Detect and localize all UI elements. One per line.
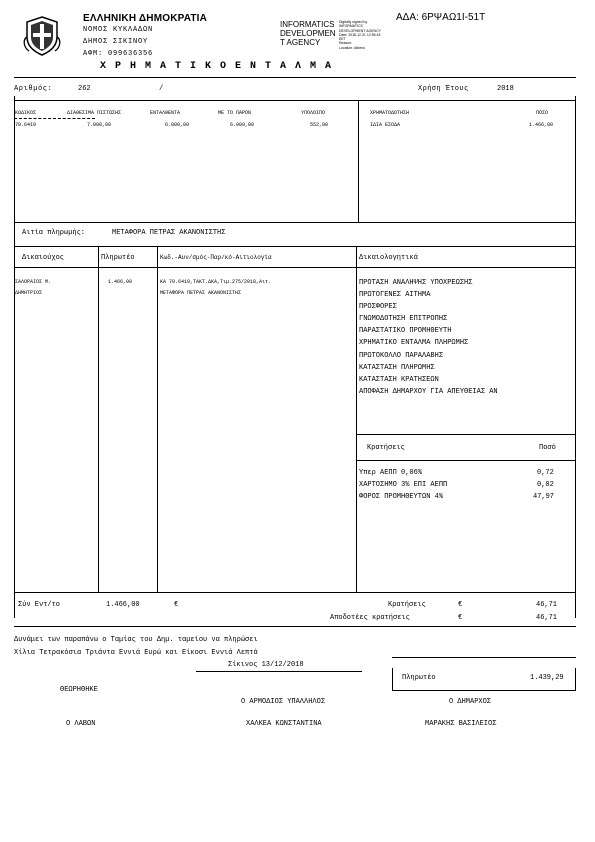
signature-detail: Reason: <box>339 41 353 46</box>
signature-detail: Digitally signed by <box>339 20 368 24</box>
number-value: 262 <box>78 85 91 93</box>
receiver-role: Ο ΛΑΒΩΝ <box>66 720 96 728</box>
official-name: ΧΑΛΚΕΑ ΚΩΝΣΤΑΝΤΙΝΑ <box>246 720 322 728</box>
deduction-name: ΧΑΡΤΟΣΗΜΟ 3% ΕΠΙ ΑΕΠΠ <box>359 481 448 489</box>
col-payable: Πληρωτέο <box>101 254 135 262</box>
document-item: ΚΑΤΑΣΤΑΣΗ ΚΡΑΤΗΣΕΩΝ <box>359 375 439 384</box>
signature-detail: Date: 2018.12.21 12:55:18 <box>339 32 381 37</box>
budget-header: ΚΩΔΙΚΟΣ <box>15 110 37 116</box>
budget-cell: 6.000,00 <box>230 122 255 128</box>
document-item: ΠΡΩΤΟΚΟΛΛΟ ΠΑΡΑΛΑΒΗΣ <box>359 351 444 360</box>
document-title: Χ Ρ Η Μ Α Τ Ι Κ Ο Ε Ν Τ Α Λ Μ Α <box>100 61 333 72</box>
signature-line: DEVELOPMEN <box>280 29 336 38</box>
fiscal-year-value: 2018 <box>497 85 514 93</box>
col-documents: Δικαιολογητικά <box>359 254 418 262</box>
funding-header: ΧΡΗΜΑΤΟΔΟΤΗΣΗ <box>370 110 410 116</box>
document-item: ΧΡΗΜΑΤΙΚΟ ΕΝΤΑΛΜΑ ΠΛΗΡΩΜΗΣ <box>359 339 469 348</box>
document-item: ΓΝΩΜΟΔΟΤΗΣΗ ΕΠΙΤΡΟΠΗΣ <box>359 315 448 324</box>
budget-header: ΥΠΟΛΟΙΠΟ <box>301 110 326 116</box>
signature-detail: INFORMATICS <box>339 24 363 29</box>
withheld-currency: € <box>458 614 463 622</box>
deductions-amount-header: Ποσό <box>539 444 556 452</box>
budget-cell: 552,00 <box>310 122 329 128</box>
deductions-total-currency: € <box>458 601 463 609</box>
deductions-header: Κρατήσεις <box>367 444 405 452</box>
code-line: ΚΑ 70.6419,ΤΑΚΤ.ΔΚΑ,Τιμ.275/2018,Αιτ. <box>160 279 272 285</box>
budget-header: ΜΕ ΤΟ ΠΑΡΟΝ <box>218 110 252 116</box>
budget-cell: 6.000,00 <box>165 122 190 128</box>
payable-cell: 1.466,00 <box>108 279 133 285</box>
document-item: ΠΑΡΑΣΤΑΤΙΚΟ ΠΡΟΜΗΘΕΥΤΗ <box>359 327 452 336</box>
sum-value: 1.466,00 <box>106 601 140 609</box>
withheld-label: Αποδοτέες κρατήσεις <box>330 614 410 622</box>
amount-header: ΠΟΣΟ <box>536 110 549 116</box>
mayor-role: Ο ΔΗΜΑΡΧΟΣ <box>449 698 492 706</box>
sum-label: Σύν Εντ/το <box>18 601 61 609</box>
budget-header: ΕΝΤΑΛΘΕΝΤΑ <box>150 110 181 116</box>
prefecture: ΝΟΜΟΣ ΚΥΚΛΑΔΩΝ <box>83 26 154 34</box>
signature-detail: DEVELOPMENT AGENCY <box>339 28 381 33</box>
code-line: ΜΕΤΑΦΟΡΑ ΠΕΤΡΑΣ ΑΚΑΝΟΝΙΣΤΗΣ <box>160 290 242 296</box>
budget-cell: 70.6419 <box>15 122 37 128</box>
signature-line: INFORMATICS <box>280 20 335 29</box>
sum-currency: € <box>174 601 179 609</box>
document-item: ΠΡΟΤΑΣΗ ΑΝΑΛΗΨΗΣ ΥΠΟΧΡΕΩΣΗΣ <box>359 279 473 287</box>
final-payable-value: 1.439,29 <box>530 674 564 682</box>
beneficiary-line: ΔΗΜΗΤΡΙΟΣ <box>15 290 43 296</box>
place-date: Σίκινος 13/12/2018 <box>228 661 304 669</box>
document-item: ΑΠΟΦΑΣΗ ΔΗΜΑΡΧΟΥ ΓΙΑ ΑΠΕΥΘΕΙΑΣ ΑΝ <box>359 387 498 396</box>
beneficiary-line: ΣΑΛΟΡΑΙΟΣ Μ. <box>15 279 52 285</box>
examined-label: ΘΕΩΡΗΘΗΚΕ <box>60 686 98 694</box>
amount-cell: 1.466,00 <box>529 122 554 128</box>
document-item: ΠΡΩΤΟΓΕΝΕΣ ΑΙΤΗΜΑ <box>359 291 431 300</box>
ada-code: ΑΔΑ: 6ΡΨΑΩ1Ι-51Τ <box>396 12 486 23</box>
deduction-name: ΦΟΡΟΣ ΠΡΟΜΗΘΕΥΤΩΝ 4% <box>359 493 444 501</box>
country-name: ΕΛΛΗΝΙΚΗ ΔΗΜΟΚΡΑΤΙΑ <box>83 13 208 24</box>
signature-detail: EET <box>339 37 346 42</box>
col-beneficiary: Δικαιούχος <box>22 254 65 262</box>
deductions-total-value: 46,71 <box>536 601 558 609</box>
funding-cell: ΙΔΙΑ ΕΣΟΔΑ <box>370 122 401 128</box>
payment-order-text: Δυνάμει των παραπάνω ο Ταμίας του Δημ. ταμείου να πληρώσει <box>14 636 258 644</box>
final-payable-label: Πληρωτέο <box>402 674 436 682</box>
signature-detail: Location: Athens <box>339 45 365 50</box>
budget-cell: 7.000,00 <box>87 122 112 128</box>
deduction-amount: 0,02 <box>537 481 554 489</box>
municipality: ΔΗΜΟΣ ΣΙΚΙΝΟΥ <box>83 38 149 46</box>
amount-in-words: Χίλια Τετρακόσια Τριάντα Εννιά Ευρώ και Είκοσι Εννιά Λεπτά <box>14 649 258 657</box>
col-code: Κωδ.-Αυν/σμός-Παρ/κό-Αιτιολογία <box>160 254 272 261</box>
deduction-name: Υπερ ΑΕΠΠ 0,06% <box>359 469 423 477</box>
coat-of-arms-icon <box>21 13 63 57</box>
number-label: Αριθμός: <box>14 85 53 93</box>
number-slash: / <box>159 85 164 93</box>
cause-value: ΜΕΤΑΦΟΡΑ ΠΕΤΡΑΣ ΑΚΑΝΟΝΙΣΤΗΣ <box>112 229 226 237</box>
signature-line: T AGENCY <box>280 38 321 47</box>
mayor-name: ΜΑΡΑΚΗΣ ΒΑΣΙΛΕΙΟΣ <box>425 720 497 728</box>
withheld-value: 46,71 <box>536 614 558 622</box>
official-role: Ο ΑΡΜΟΔΙΟΣ ΥΠΑΛΛΗΛΟΣ <box>241 698 326 706</box>
budget-header: ΔΙΑΘΕΣΙΜΑ ΠΙΣΤΩΣΗΣ <box>67 110 122 116</box>
deduction-amount: 47,97 <box>533 493 555 501</box>
cause-label: Αιτία πληρωμής: <box>22 229 86 237</box>
deduction-amount: 0,72 <box>537 469 554 477</box>
afm: ΑΦΜ: 099636356 <box>83 50 154 58</box>
document-item: ΠΡΟΣΦΟΡΕΣ <box>359 303 397 312</box>
signature-block <box>280 20 380 60</box>
deductions-total-label: Κρατήσεις <box>388 601 426 609</box>
document-item: ΚΑΤΑΣΤΑΣΗ ΠΛΗΡΩΜΗΣ <box>359 363 435 372</box>
fiscal-year-label: Χρήση Έτους <box>418 85 469 93</box>
